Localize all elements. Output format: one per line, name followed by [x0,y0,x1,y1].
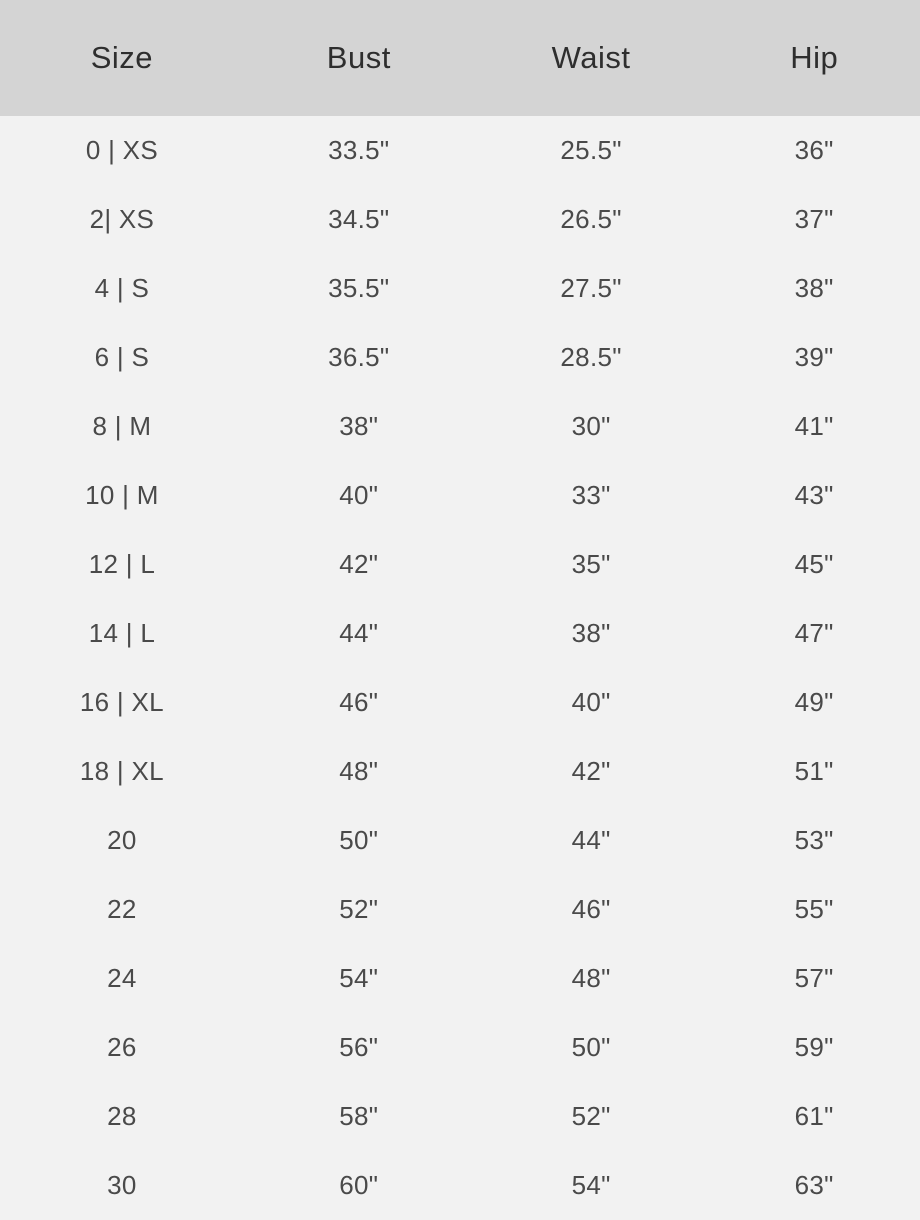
cell-size: 28 [107,1101,137,1131]
cell-waist: 28.5" [560,342,622,372]
table-row [0,944,920,1013]
cell-bust: 42" [339,549,379,579]
cell-bust: 44" [339,618,379,648]
cell-bust: 58" [339,1101,379,1131]
table-row [0,1082,920,1151]
cell-hip: 63" [794,1170,834,1200]
cell-waist: 27.5" [560,273,622,303]
cell-hip: 51" [794,756,834,786]
table-header-row [0,0,920,116]
cell-size: 0 | XS [85,135,158,165]
cell-bust: 40" [339,480,379,510]
cell-hip: 55" [794,894,834,924]
cell-hip: 41" [794,411,834,441]
cell-size: 4 | S [94,273,150,303]
table-header [0,0,920,116]
cell-bust: 46" [339,687,379,717]
cell-size: 18 | XL [79,756,164,786]
column-header-waist: Waist [551,40,631,75]
cell-waist: 46" [571,894,611,924]
table-row [0,530,920,599]
cell-size: 24 [107,963,137,993]
table-row [0,185,920,254]
cell-size: 10 | M [85,480,159,510]
cell-bust: 54" [339,963,379,993]
cell-bust: 50" [339,825,379,855]
cell-bust: 56" [339,1032,379,1062]
cell-hip: 36" [794,135,834,165]
cell-bust: 52" [339,894,379,924]
cell-size: 22 [107,894,137,924]
table-row [0,599,920,668]
cell-hip: 45" [794,549,834,579]
cell-bust: 34.5" [328,204,390,234]
cell-waist: 35" [571,549,611,579]
cell-hip: 61" [794,1101,834,1131]
cell-size: 6 | S [94,342,150,372]
cell-size: 20 [107,825,137,855]
cell-size: 2| XS [89,204,155,234]
cell-size: 30 [107,1170,137,1200]
cell-bust: 60" [339,1170,379,1200]
cell-hip: 39" [794,342,834,372]
cell-hip: 43" [794,480,834,510]
cell-waist: 26.5" [560,204,622,234]
table-row [0,668,920,737]
cell-size: 26 [107,1032,137,1062]
cell-size: 12 | L [88,549,156,579]
cell-waist: 38" [571,618,611,648]
cell-hip: 47" [794,618,834,648]
table-body [0,116,920,1220]
table-row [0,875,920,944]
table-row [0,392,920,461]
cell-size: 14 | L [88,618,156,648]
cell-size: 16 | XL [79,687,164,717]
cell-hip: 37" [794,204,834,234]
cell-waist: 30" [571,411,611,441]
cell-hip: 57" [794,963,834,993]
cell-waist: 42" [571,756,611,786]
cell-waist: 50" [571,1032,611,1062]
cell-waist: 40" [571,687,611,717]
cell-hip: 59" [794,1032,834,1062]
table-row [0,806,920,875]
column-header-bust: Bust [326,40,391,75]
table-row [0,1151,920,1220]
cell-bust: 48" [339,756,379,786]
cell-bust: 36.5" [328,342,390,372]
cell-bust: 38" [339,411,379,441]
cell-waist: 33" [571,480,611,510]
table-row [0,461,920,530]
cell-waist: 52" [571,1101,611,1131]
cell-size: 8 | M [92,411,152,441]
cell-hip: 49" [794,687,834,717]
cell-bust: 35.5" [328,273,390,303]
cell-waist: 25.5" [560,135,622,165]
column-header-size: Size [90,40,154,75]
cell-waist: 54" [571,1170,611,1200]
table-row [0,116,920,185]
table-row [0,737,920,806]
table-row [0,254,920,323]
cell-bust: 33.5" [328,135,390,165]
table-row [0,323,920,392]
cell-hip: 53" [794,825,834,855]
cell-hip: 38" [794,273,834,303]
cell-waist: 44" [571,825,611,855]
column-header-hip: Hip [790,40,839,75]
table-row [0,1013,920,1082]
cell-waist: 48" [571,963,611,993]
